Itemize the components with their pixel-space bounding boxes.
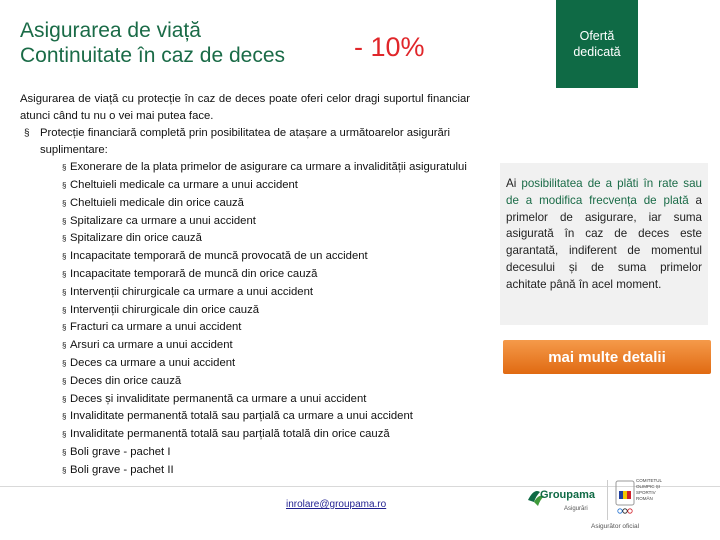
coverage-list-item: § Boli grave - pachet II bbox=[62, 462, 470, 480]
side-text-pre: Ai bbox=[506, 177, 522, 190]
coverage-list-item: § Invaliditate permanentă totală sau parțială totală din orice cauză bbox=[62, 426, 470, 444]
coverage-list-item: § Spitalizare din orice cauză bbox=[62, 230, 470, 248]
side-panel-text bbox=[506, 176, 702, 294]
coverage-list-item: § Cheltuieli medicale din orice cauză bbox=[62, 195, 470, 213]
coverage-list-item: § Exonerare de la plata primelor de asigurare ca urmare a invalidității asiguratului bbox=[62, 159, 470, 177]
title-line-1: Asigurarea de viață bbox=[20, 19, 201, 42]
email-link[interactable]: inrolare@groupama.ro bbox=[286, 499, 387, 510]
coverage-list-item: § Deces și invaliditate permanentă ca urmare a unui accident bbox=[62, 391, 470, 409]
coverage-list-item: § Fracturi ca urmare a unui accident bbox=[62, 319, 470, 337]
coverage-list-item: § Boli grave - pachet I bbox=[62, 444, 470, 462]
coverage-list-item: § Arsuri ca urmare a unui accident bbox=[62, 337, 470, 355]
coverage-list bbox=[20, 159, 470, 479]
offer-label-line-1: Ofertă bbox=[579, 29, 615, 43]
coverage-list-item: § Deces ca urmare a unui accident bbox=[62, 355, 470, 373]
page-title bbox=[20, 18, 285, 68]
official-partner-label: Asigurător oficial bbox=[591, 523, 640, 530]
logo-brand-text: Groupama bbox=[540, 489, 596, 501]
coverage-list-item: § Incapacitate temporară de muncă din orice cauză bbox=[62, 266, 470, 284]
footer-divider bbox=[0, 486, 720, 487]
more-details-button[interactable]: mai multe detalii bbox=[503, 340, 711, 374]
title-line-2: Continuitate în caz de deces bbox=[20, 44, 286, 67]
offer-box bbox=[556, 0, 638, 88]
side-text-post: a primelor de asigurare, iar suma asigurată în caz de deces este garantată, indiferent de momentul decesului și de suma primelor achitate până în acel moment. bbox=[506, 193, 702, 291]
coverage-list-item: § Intervenții chirurgicale din orice cauză bbox=[62, 302, 470, 320]
intro-paragraph: Asigurarea de viață cu protecție în caz de deces poate oferi celor dragi suportul financiar atunci când tu nu o vei mai putea face. bbox=[20, 93, 470, 122]
coverage-list-item: § Invaliditate permanentă totală sau parțială ca urmare a unui accident bbox=[62, 408, 470, 426]
logo-sub-text: Asigurări bbox=[564, 506, 588, 512]
coverage-list-item: § Incapacitate temporară de muncă provocată de un accident bbox=[62, 248, 470, 266]
main-content bbox=[20, 91, 470, 480]
coverage-list-item: § Spitalizare ca urmare a unui accident bbox=[62, 213, 470, 231]
side-text-highlight: posibilitatea de a plăti în rate sau de a modifica frecvența de plată bbox=[506, 177, 703, 207]
olympic-committee-text: COMITETUL OLIMPIC ȘI SPORTIV ROMÂN bbox=[636, 478, 662, 501]
coverage-list-item: § Cheltuieli medicale ca urmare a unui accident bbox=[62, 177, 470, 195]
footer-vertical-divider bbox=[607, 480, 608, 520]
coverage-list-item: § Intervenții chirurgicale ca urmare a unui accident bbox=[62, 284, 470, 302]
offer-label-line-2: dedicată bbox=[573, 45, 621, 59]
main-bullet: § Protecție financiară completă prin posibilitatea de atașare a următoarelor asigurări suplimentare: bbox=[24, 125, 470, 160]
discount-badge: - 10% bbox=[354, 32, 425, 62]
coverage-list-item: § Deces din orice cauză bbox=[62, 373, 470, 391]
